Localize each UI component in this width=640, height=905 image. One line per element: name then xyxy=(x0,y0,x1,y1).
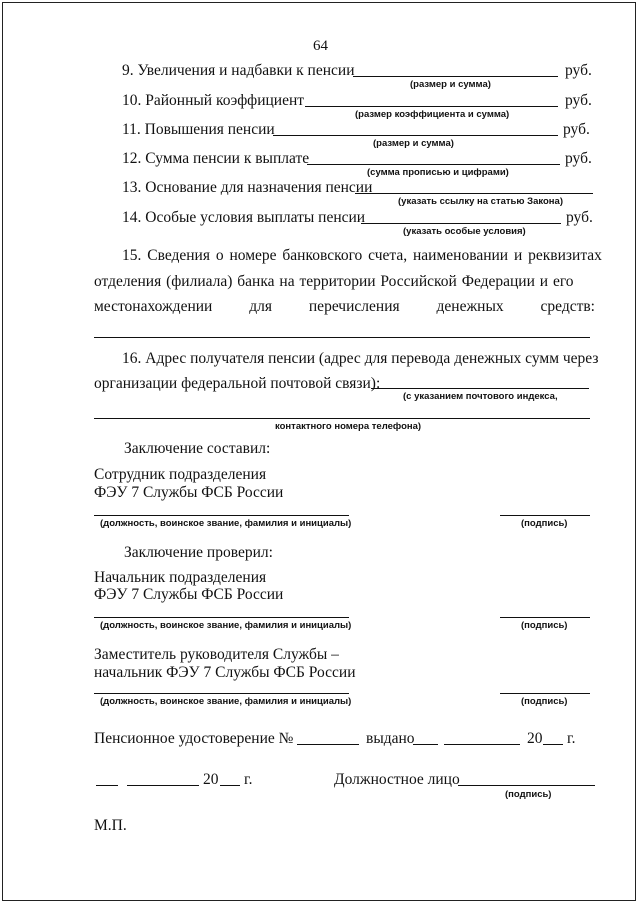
bank-word: для xyxy=(249,298,272,315)
address-hint-1: (с указанием почтового индекса, xyxy=(403,391,558,402)
page-frame xyxy=(2,2,636,901)
compiled-line-1: Сотрудник подразделения xyxy=(94,466,267,483)
footer-year-suffix: г. xyxy=(244,771,253,788)
footer-official-field[interactable] xyxy=(458,785,595,786)
item-12-unit: руб. xyxy=(565,150,592,167)
item-14-field[interactable] xyxy=(361,223,561,224)
bank-word: средств: xyxy=(540,298,595,315)
compiled-heading: Заключение составил: xyxy=(124,440,271,457)
deputy-person-field[interactable] xyxy=(94,693,349,694)
item-9-label: 9. Увеличения и надбавки к пенсии xyxy=(122,62,355,79)
deputy-sign-field[interactable] xyxy=(500,693,590,694)
item-14-unit: руб. xyxy=(566,209,593,226)
item-9-hint: (размер и сумма) xyxy=(410,79,491,90)
item-10-unit: руб. xyxy=(565,92,592,109)
certificate-day-field[interactable] xyxy=(413,744,438,745)
footer-sign-hint: (подпись) xyxy=(505,789,552,800)
item-12-hint: (сумма прописью и цифрами) xyxy=(367,167,509,178)
item-10-hint: (размер коэффициента и сумма) xyxy=(355,109,510,120)
certificate-issued: выдано xyxy=(366,730,415,747)
certificate-label: Пенсионное удостоверение № xyxy=(94,730,294,747)
item-13-field[interactable] xyxy=(355,193,593,194)
stamp-label: М.П. xyxy=(94,817,127,834)
item-12-field[interactable] xyxy=(307,164,560,165)
checked-person-hint: (должность, воинское звание, фамилия и инициалы) xyxy=(100,620,352,631)
footer-year-field[interactable] xyxy=(220,785,240,786)
item-9-unit: руб. xyxy=(565,62,592,79)
item-11-field[interactable] xyxy=(273,135,558,136)
certificate-month-field[interactable] xyxy=(444,744,520,745)
checked-sign-hint: (подпись) xyxy=(521,620,568,631)
bank-line-1: 15. Сведения о номере банковского счета, наименовании и реквизитах xyxy=(122,247,602,264)
deputy-sign-hint: (подпись) xyxy=(521,696,568,707)
compiled-person-hint: (должность, воинское звание, фамилия и инициалы) xyxy=(100,518,352,529)
item-9-field[interactable] xyxy=(353,76,558,77)
item-14-hint: (указать особые условия) xyxy=(403,226,526,237)
compiled-line-2: ФЭУ 7 Службы ФСБ России xyxy=(94,484,284,501)
checked-person-field[interactable] xyxy=(94,617,349,618)
item-13-hint: (указать ссылку на статью Закона) xyxy=(398,196,563,207)
item-11-label: 11. Повышения пенсии xyxy=(122,121,275,138)
checked-line-2: ФЭУ 7 Службы ФСБ России xyxy=(94,586,284,603)
address-line-1: 16. Адрес получателя пенсии (адрес для перевода денежных сумм через xyxy=(122,350,599,367)
compiled-sign-hint: (подпись) xyxy=(521,518,568,529)
footer-year-prefix: 20 xyxy=(203,771,219,788)
bank-word: перечисления xyxy=(308,298,400,315)
bank-line-2: отделения (филиала) банка на территории Российской Федерации и его xyxy=(94,273,574,290)
checked-sign-field[interactable] xyxy=(500,617,590,618)
bank-word: местонахождении xyxy=(94,298,213,315)
item-13-label: 13. Основание для назначения пенсии xyxy=(122,179,373,196)
address-field-2[interactable] xyxy=(94,418,590,419)
checked-line-1: Начальник подразделения xyxy=(94,569,267,586)
certificate-year-field[interactable] xyxy=(543,744,563,745)
deputy-person-hint: (должность, воинское звание, фамилия и инициалы) xyxy=(100,696,352,707)
item-12-label: 12. Сумма пенсии к выплате xyxy=(122,150,310,167)
item-11-hint: (размер и сумма) xyxy=(373,138,454,149)
bank-word: денежных xyxy=(436,298,504,315)
item-10-label: 10. Районный коэффициент xyxy=(122,92,305,109)
bank-field[interactable] xyxy=(94,337,590,338)
bank-line-3 xyxy=(94,299,595,315)
address-field-1[interactable] xyxy=(371,388,589,389)
certificate-year-suffix: г. xyxy=(567,730,576,747)
item-10-field[interactable] xyxy=(305,106,558,107)
checked-heading: Заключение проверил: xyxy=(124,544,273,561)
deputy-line-1: Заместитель руководителя Службы – xyxy=(94,646,339,663)
footer-day-field[interactable] xyxy=(96,785,118,786)
item-11-unit: руб. xyxy=(563,121,590,138)
certificate-year-prefix: 20 xyxy=(527,730,543,747)
footer-official: Должностное лицо xyxy=(334,771,460,788)
item-14-label: 14. Особые условия выплаты пенсии xyxy=(122,209,366,226)
address-line-2: организации федеральной почтовой связи): xyxy=(94,375,381,392)
compiled-sign-field[interactable] xyxy=(500,515,590,516)
certificate-number-field[interactable] xyxy=(297,744,359,745)
footer-month-field[interactable] xyxy=(127,785,199,786)
address-hint-2: контактного номера телефона) xyxy=(275,421,422,432)
page-number: 64 xyxy=(313,38,328,54)
deputy-line-2: начальник ФЭУ 7 Службы ФСБ России xyxy=(94,664,356,681)
compiled-person-field[interactable] xyxy=(94,515,349,516)
